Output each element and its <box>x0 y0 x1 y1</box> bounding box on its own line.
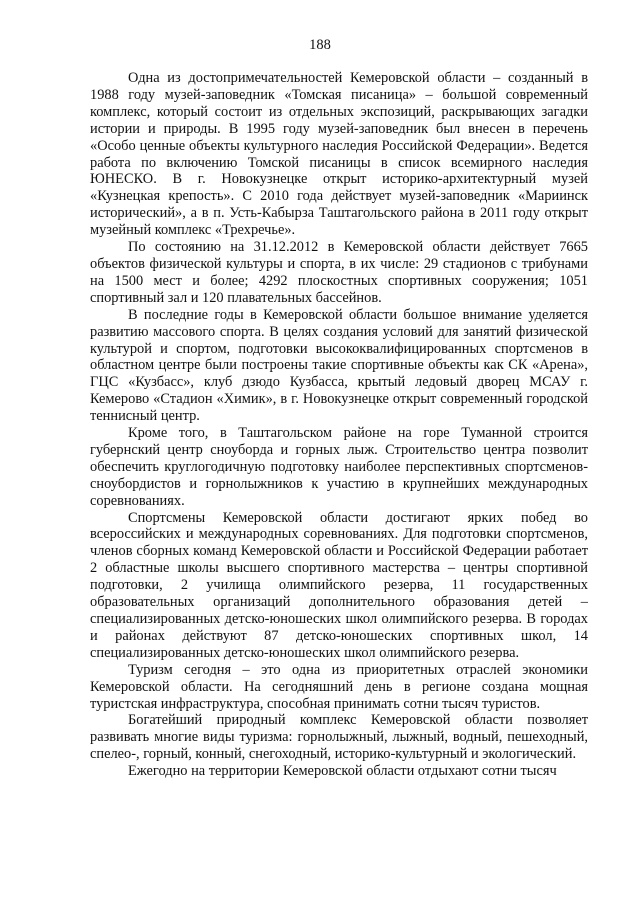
paragraph-visitors: Ежегодно на территории Кемеровской области отдыхают сотни тысяч <box>128 763 557 780</box>
body-text <box>90 70 588 780</box>
paragraph-sport-facilities: По состоянию на 31.12.2012 в Кемеровской области действует 7665 объектов физической культуры и спорта, в их числе: 29 стадионов с трибунами на 1500 мест и более; 4292 плоскостных спортивных сооружения; 1051 спортивный зал и 120 плавательных бассейнов. <box>90 239 588 306</box>
paragraph-tourism: Туризм сегодня – это одна из приоритетных отраслей экономики Кемеровской области. На сегодняшний день в регионе создана мощная туристская инфраструктура, способная принимать сотни тысяч туристов. <box>90 661 588 712</box>
paragraph-nature-complex: Богатейший природный комплекс Кемеровской области позволяет развивать многие виды туризма: горнолыжный, лыжный, водный, пешеходный, спелео-, горный, конный, снегоходный, историко-культурный и экологический. <box>90 712 588 763</box>
page-number: 188 <box>309 37 331 53</box>
paragraph-museums: Одна из достопримечательностей Кемеровской области – созданный в 1988 году музей-заповедник «Томская писаница» – большой современный комплекс, который состоит из отдельных экспозиций, раскрывающих загадки истории и природы. В 1995 году музей-заповедник был внесен в перечень «Особо ценные объекты культурного наследия Российской Федерации». Ведется работа по включению Томской писаницы в список всемирного наследия ЮНЕСКО. В г. Новокузнецке открыт историко-архитектурный музей «Кузнецкая крепость». С 2010 года действует музей-заповедник «Мариинск исторический», а в п. Усть-Кабырза Таштагольского района в 2011 году открыт музейный комплекс «Трехречье». <box>90 70 588 239</box>
paragraph-mass-sport: В последние годы в Кемеровской области большое внимание уделяется развитию массового спорта. В целях создания условий для занятий физической культурой и спортом, подготовки высококвалифицированных спортсменов в областном центре были построены такие спортивные объекты как СК «Арена», ГЦС «Кузбасс», клуб дзюдо Кузбасса, крытый ледовый дворец МСАУ г. Кемерово «Стадион «Химик», в г. Новокузнецке открыт современный городской теннисный центр. <box>90 306 588 425</box>
paragraph-snowboard-center: Кроме того, в Таштагольском районе на горе Туманной строится губернский центр сноуборда и горных лыж. Строительство центра позволит обеспечить круглогодичную подготовку наиболее перспективных спортсменов-сноубордистов и горнолыжников к участию в крупнейших международных соревнованиях. <box>90 425 588 509</box>
paragraph-athletes: Спортсмены Кемеровской области достигают ярких побед во всероссийских и международных соревнованиях. Для подготовки спортсменов, членов сборных команд Кемеровской области и Российской Федерации работает 2 областные школы высшего спортивного мастерства – центры спортивной подготовки, 2 училища олимпийского резерва, 11 государственных образовательных организаций дополнительного образования детей – специализированных детско-юношеских школ олимпийского резерва. В городах и районах действуют 87 детско-юношеских спортивных школ, 14 специализированных детско-юношеских школ олимпийского резерва. <box>90 509 588 661</box>
